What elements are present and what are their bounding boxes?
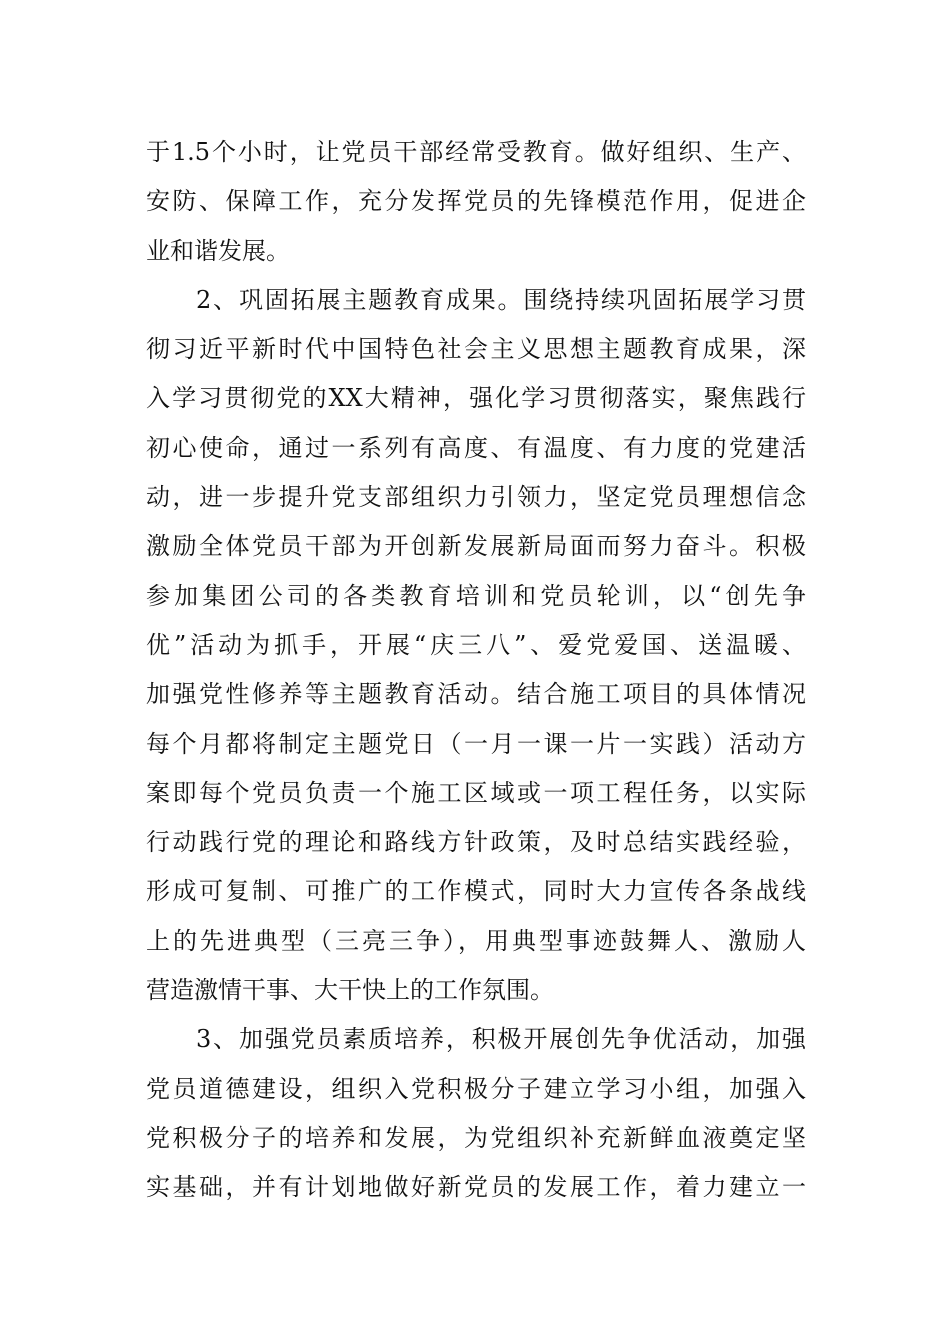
text-line: 入学习贯彻党的XX大精神，强化学习贯彻落实，聚焦践行 — [146, 384, 806, 413]
text-line: 激励全体党员干部为开创新发展新局面而努力奋斗。积极 — [146, 532, 806, 561]
text-line: 上的先进典型（三亮三争），用典型事迹鼓舞人、激励人 — [146, 926, 806, 955]
text-line: 参加集团公司的各类教育培训和党员轮训，以“创先争 — [146, 581, 806, 610]
text-line: 于1.5个小时，让党员干部经常受教育。做好组织、生产、 — [146, 138, 806, 166]
text-line: 实基础，并有计划地做好新党员的发展工作，着力建立一 — [146, 1173, 806, 1202]
text-line: 动，进一步提升党支部组织力引领力，坚定党员理想信念 — [146, 483, 806, 512]
text-line: 行动践行党的理论和路线方针政策，及时总结实践经验， — [146, 828, 806, 857]
text-line: 彻习近平新时代中国特色社会主义思想主题教育成果，深 — [146, 335, 806, 364]
text-line: 营造激情干事、大干快上的工作氛围。 — [146, 976, 554, 1005]
text-line: 优”活动为抓手，开展“庆三八”、爱党爱国、送温暖、 — [146, 630, 806, 659]
text-line: 形成可复制、可推广的工作模式，同时大力宣传各条战线 — [146, 877, 806, 906]
text-line: 安防、保障工作，充分发挥党员的先锋模范作用，促进企 — [146, 187, 806, 216]
text-line: 初心使命，通过一系列有高度、有温度、有力度的党建活 — [146, 433, 806, 462]
text-line: 业和谐发展。 — [146, 236, 290, 265]
text-line: 每个月都将制定主题党日（一月一课一片一实践）活动方 — [146, 729, 806, 758]
text-line: 案即每个党员负责一个施工区域或一项工程任务，以实际 — [146, 778, 806, 807]
text-line: 加强党性修养等主题教育活动。结合施工项目的具体情况 — [146, 680, 806, 709]
text-line: 2、巩固拓展主题教育成果。围绕持续巩固拓展学习贯 — [196, 285, 806, 314]
text-line: 党员道德建设，组织入党积极分子建立学习小组，加强入 — [146, 1074, 806, 1103]
text-line: 党积极分子的培养和发展，为党组织补充新鲜血液奠定坚 — [146, 1123, 806, 1152]
document-body — [146, 128, 806, 1213]
text-line: 3、加强党员素质培养，积极开展创先争优活动，加强 — [196, 1025, 806, 1054]
